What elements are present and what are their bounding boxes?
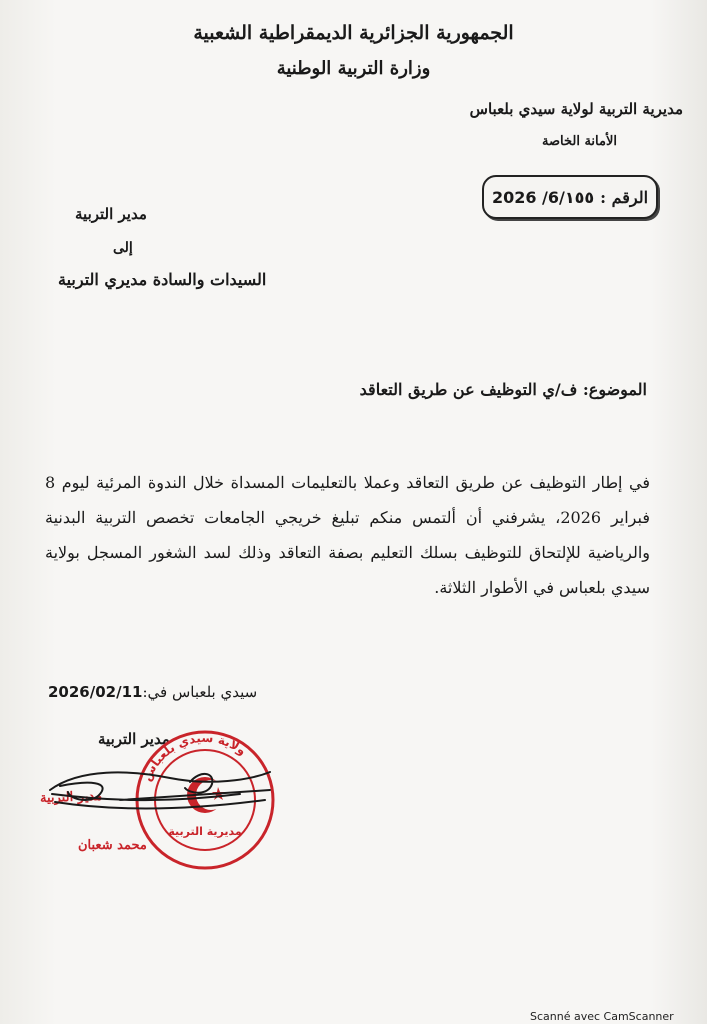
- place-prefix: سيدي بلعباس في:: [142, 683, 258, 701]
- body-paragraph: في إطار التوظيف عن طريق التعاقد وعملا بالتعليمات المسداة خلال الندوة المرئية ليوم 8 فبراير 2026، يشرفني أن ألتمس منكم تبليغ خريجي الجامعات تخصص التربية البدنية والرياضية للإلتحاق للتوظيف بسلك التعليم بصفة التعاقد وذلك لسد الشغور المسجل بولاية سيدي بلعباس في الأطوار الثلاثة.: [45, 473, 650, 597]
- recipients: السيدات والسادة مديري التربية: [58, 270, 267, 289]
- signer-title: مدير التربية: [98, 730, 170, 748]
- letter-date: 2026/02/11: [48, 683, 143, 701]
- republic-heading: الجمهورية الجزائرية الديمقراطية الشعبية: [193, 22, 514, 44]
- sender-title: مدير التربية: [75, 205, 147, 223]
- reference-number: 2026 /6/١٥٥: [491, 187, 595, 207]
- date-line: [48, 683, 257, 701]
- reference-box: [482, 175, 658, 219]
- subject-line: الموضوع: ف/ي التوظيف عن طريق التعاقد: [359, 380, 647, 399]
- to-label: إلى: [113, 240, 133, 256]
- handwritten-signature: [40, 760, 280, 830]
- ministry-heading: وزارة التربية الوطنية: [276, 58, 431, 79]
- name-stamp-title: مدير التربية: [39, 788, 103, 807]
- svg-text:ولاية سيدي بلعباس: ولاية سيدي بلعباس: [139, 730, 250, 784]
- scanner-watermark: Scanné avec CamScanner: [530, 1010, 674, 1023]
- svg-text:مديرية التربية: مديرية التربية: [168, 825, 242, 838]
- name-stamp-name: محمد شعبان: [78, 838, 147, 853]
- reference-label: الرقم :: [600, 187, 649, 207]
- directorate-name: مديرية التربية لولاية سيدي بلعباس: [469, 100, 683, 118]
- office-name: الأمانة الخاصة: [542, 134, 617, 149]
